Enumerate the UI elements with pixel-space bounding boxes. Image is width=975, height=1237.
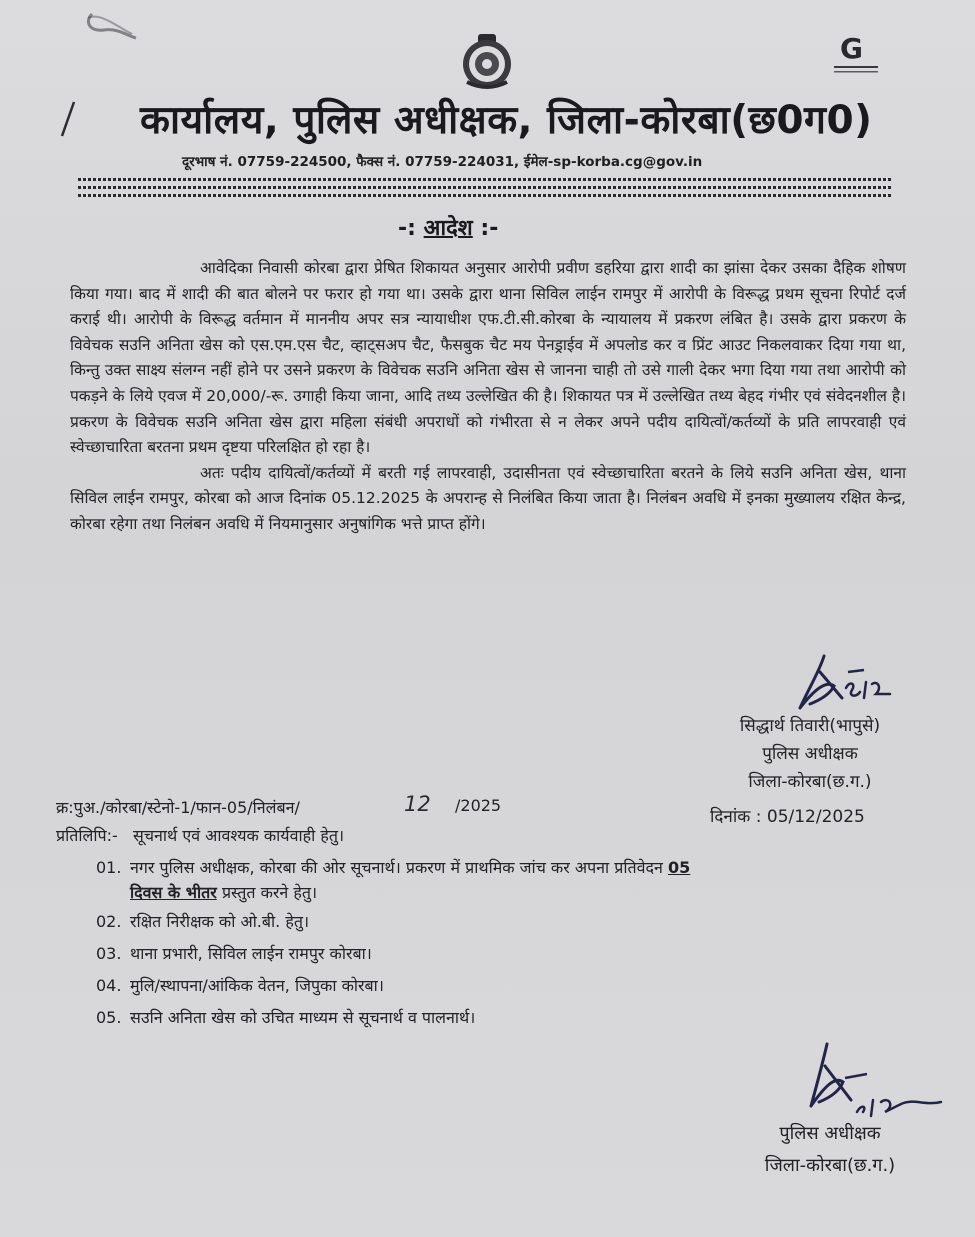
distribution-item: 05. सउनि अनिता खेस को उचित माध्यम से सूचनार्थ व पालनार्थ। xyxy=(96,1008,476,1027)
handwritten-signature xyxy=(790,650,910,720)
g-logo-icon xyxy=(830,30,882,76)
order-date-value: 05/12/2025 xyxy=(766,807,865,827)
distribution-item: 04. मुलि/स्थापना/आंकिक वेतन, जिपुका कोरबा। xyxy=(96,976,384,995)
order-title-word: आदेश xyxy=(423,216,473,241)
svg-text:G: G xyxy=(840,32,863,65)
footer-signatory-district: जिला-कोरबा(छ.ग.) xyxy=(764,1155,896,1176)
signatory-name: सिद्धार्थ तिवारी(भापुसे) xyxy=(739,716,881,736)
contact-details: दूरभाष नं. 07759-224500, फैक्स नं. 07759-224031, ईमेल-sp-korba.cg@gov.in xyxy=(182,154,703,170)
office-heading: कार्यालय, पुलिस अधीक्षक, जिला-कोरबा(छ0ग0) xyxy=(140,98,873,143)
copy-to-heading: प्रतिलिपि:- सूचनार्थ एवं आवश्यक कार्यवाही हेतु। xyxy=(56,826,345,845)
header-divider-line xyxy=(78,194,893,197)
order-paragraph-1: आवेदिका निवासी कोरबा द्वारा प्रेषित शिकायत अनुसार आरोपी प्रवीण डहरिया द्वारा शादी का झांसा देकर उसका दैहिक शोषण किया गया। बाद में शादी की बात बोलने पर फरार हो गया था। उसके द्वारा थाना सिविल लाईन रामपुर में आरोपी के विरूद्ध प्रथम सूचना रिपोर्ट दर्ज कराई थी। आरोपी के विरूद्ध वर्तमान में माननीय अपर सत्र न्यायाधीश एफ.टी.सी.कोरबा के न्यायालय में प्रकरण लंबित है। उसके द्वारा प्रकरण के विवेचक सउनि अनिता खेस को एस.एम.एस चैट, व्हाट्सअप चैट, फैसबुक चैट मय पेनड्राईव में अपलोड कर व प्रिंट आउट निकलवाकर दिया गया था, किन्तु उक्त साक्ष्य संलग्न नहीं होने पर उसने प्रकरण के विवेचक सउनि अनिता खेस से जानना चाही तो उसे गाली देकर भगा दिया गया तथा आरोपी को पकड़ने के लिये एवज में 20,000/-रू. उगाही किया जाना, आदि तथ्य उल्लेखित की है। शिकायत पत्र में उल्लेखित तथ्य बेहद गंभीर एवं संवेदनशील है। प्रकरण के विवेचक सउनि अनिता खेस द्वारा महिला संबंधी अपराधों को गंभीरता से न लेकर अपने पदीय दायित्वों/कर्तव्यों के प्रति लापरवाही एवं स्वेच्छाचारिता बरतना प्रथम दृष्टया परिलक्षित हो रहा है। xyxy=(70,259,906,457)
distribution-item: 01. नगर पुलिस अधीक्षक, कोरबा की ओर सूचनार्थ। प्रकरण में प्राथमिक जांच कर अपना प्रतिवेदन 05 दिवस के भीतर प्रस्तुत करने हेतु। xyxy=(96,858,691,902)
reference-year: /2025 xyxy=(455,796,502,815)
handwritten-signature xyxy=(805,1040,945,1120)
order-title: -: आदेश :- xyxy=(398,216,499,241)
footer-signatory-block xyxy=(730,1118,930,1182)
footer-signatory-designation: पुलिस अधीक्षक xyxy=(779,1123,881,1144)
signatory-block xyxy=(700,712,920,796)
signatory-district: जिला-कोरबा(छ.ग.) xyxy=(748,772,872,792)
reference-number: 12 xyxy=(404,792,431,816)
order-paragraph-2: अतः पदीय दायित्वों/कर्तव्यों में बरती गई लापरवाही, उदासीनता एवं स्वेच्छाचारिता बरतने के लिये सउनि अनिता खेस, थाना सिविल लाईन रामपुर, कोरबा को आज दिनांक 05.12.2025 के अपरान्ह से निलंबित किया जाता है। निलंबन अवधि में इनका मुख्यालय रक्षित केन्द्र, कोरबा रहेगा तथा निलंबन अवधि में नियमानुसार अनुषांगिक भत्ते प्राप्त होंगे। xyxy=(70,463,906,533)
header-divider-line xyxy=(78,178,893,181)
distribution-list xyxy=(96,852,916,1034)
distribution-item: 03. थाना प्रभारी, सिविल लाईन रामपुर कोरबा। xyxy=(96,944,372,963)
order-date: दिनांक : 05/12/2025 xyxy=(710,807,865,827)
reference-prefix: क्र:पुअ./कोरबा/स्टेनो-1/फान-05/निलंबन/ xyxy=(56,798,300,817)
order-body xyxy=(70,256,906,538)
police-emblem-logo xyxy=(458,30,516,92)
pen-tick-mark xyxy=(58,100,78,140)
header-divider-line xyxy=(78,186,893,189)
distribution-item: 02. रक्षित निरीक्षक को ओ.बी. हेतु। xyxy=(96,912,310,931)
pen-scribble-mark xyxy=(70,8,160,48)
signatory-designation: पुलिस अधीक्षक xyxy=(762,744,858,764)
